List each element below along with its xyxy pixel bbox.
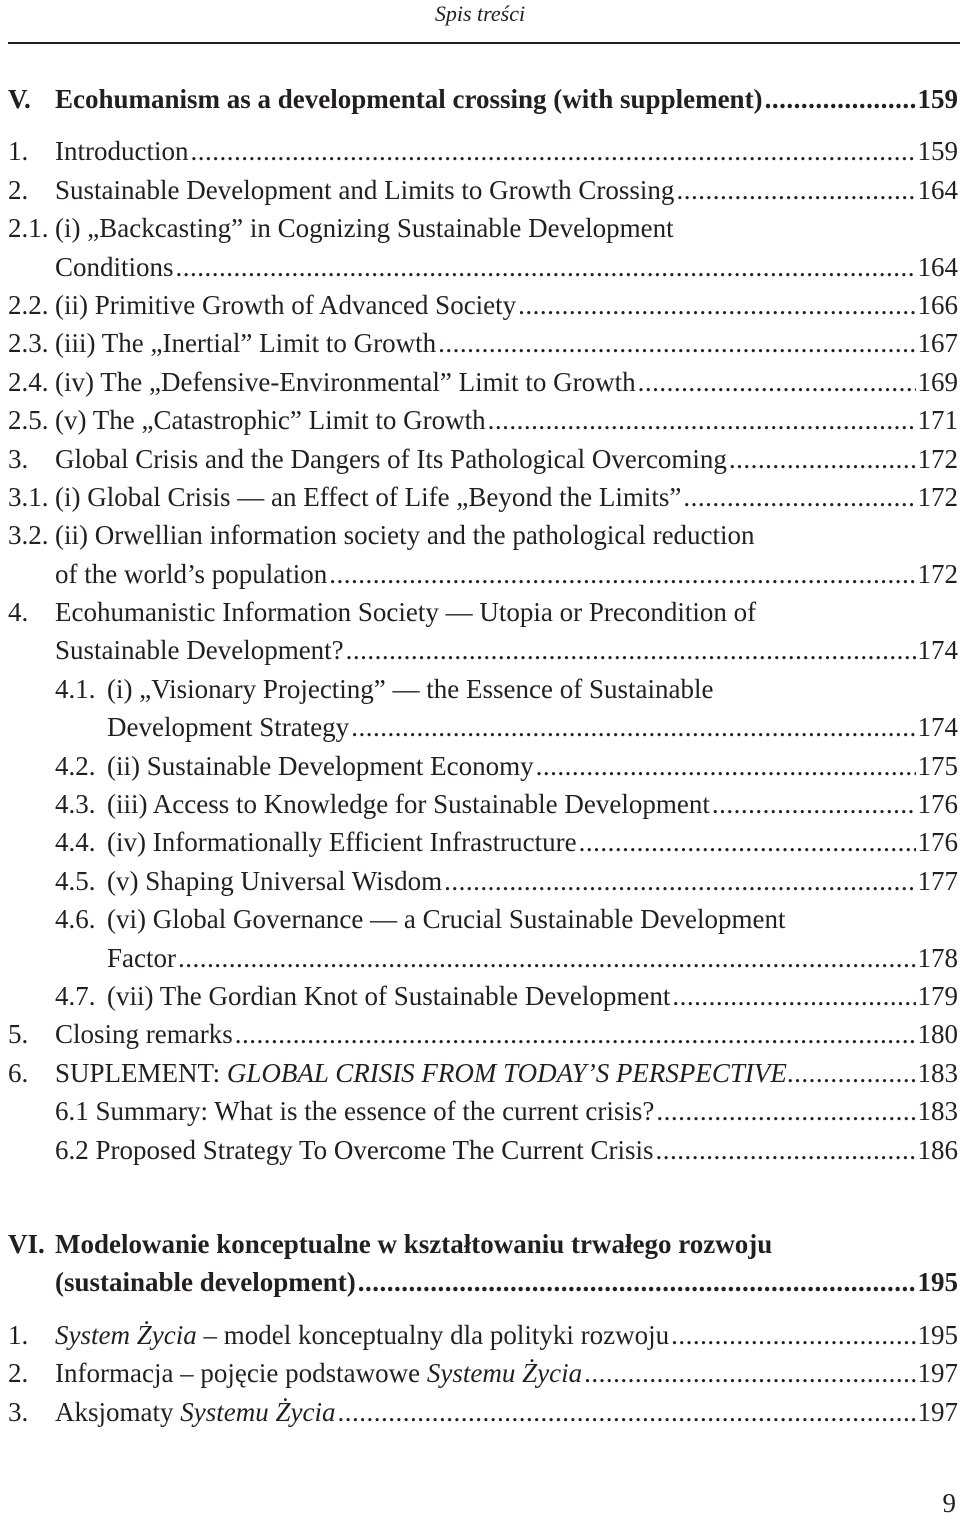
entry-title-line2: of the world’s population [55, 558, 328, 589]
toc-section-vi-heading-continuation[interactable] [8, 1263, 958, 1301]
page-ref: 172 [917, 481, 958, 512]
page-ref: 159 [917, 136, 958, 167]
page-ref: 169 [917, 366, 958, 397]
entry-number: 4.2. [55, 750, 96, 781]
dot-leader [518, 286, 915, 324]
page-ref: 176 [917, 827, 958, 858]
page-ref: 171 [917, 405, 958, 436]
entry-title: (v) Shaping Universal Wisdom [107, 865, 443, 896]
running-header [0, 0, 960, 28]
entry-title [55, 1316, 669, 1354]
entry-number: 4.3. [55, 789, 96, 820]
dot-leader [787, 1054, 918, 1092]
dot-leader [676, 171, 915, 209]
toc-entry-continuation[interactable] [8, 708, 958, 746]
section-title-line2: (sustainable development) [55, 1267, 356, 1298]
toc-entry[interactable] [8, 171, 958, 209]
toc-entry[interactable] [8, 1354, 958, 1392]
page-ref: 197 [917, 1358, 958, 1389]
page-ref: 195 [917, 1319, 958, 1350]
entry-number: 1. [8, 1319, 29, 1350]
dot-leader [444, 862, 915, 900]
entry-number: 6. [8, 1057, 29, 1088]
toc-entry[interactable] [8, 862, 958, 900]
toc-entry[interactable] [8, 747, 958, 785]
entry-number: 5. [8, 1019, 29, 1050]
entry-number: 2.4. [8, 366, 49, 397]
section-number: V. [8, 84, 31, 114]
entry-title: Global Crisis and the Dangers of Its Pathological Overcoming [55, 443, 727, 474]
running-header-title: Spis treści [434, 1, 526, 26]
dot-leader [683, 478, 915, 516]
header-rule [8, 42, 960, 44]
entry-number: 3.1. [8, 481, 49, 512]
entry-number: 4.7. [55, 980, 96, 1011]
entry-number: 2. [8, 1358, 29, 1389]
toc-entry[interactable] [8, 1393, 958, 1431]
page-ref: 197 [917, 1396, 958, 1427]
entry-title-line2: Conditions [55, 251, 174, 282]
dot-leader [438, 324, 915, 362]
toc-entry[interactable] [8, 516, 958, 554]
entry-title: (v) The „Catastrophic” Limit to Growth [55, 405, 486, 436]
entry-number: 4.1. [55, 673, 96, 704]
entry-title-line2: Development Strategy [107, 712, 350, 743]
page-ref: 175 [917, 750, 958, 781]
toc-entry[interactable] [8, 324, 958, 362]
entry-title-italic: System Życia [55, 1319, 197, 1350]
dot-leader [672, 977, 915, 1015]
dot-leader [346, 631, 916, 669]
entry-title-line1: (i) „Backcasting” in Cognizing Sustainable Development [55, 213, 674, 244]
entry-number: 4.5. [55, 865, 96, 896]
section-title: Ecohumanism as a developmental crossing (with supplement) [55, 84, 763, 114]
entry-title: (vii) The Gordian Knot of Sustainable Development [107, 980, 671, 1011]
toc-entry[interactable] [8, 670, 958, 708]
entry-title: (iii) The „Inertial” Limit to Growth [55, 328, 437, 359]
entry-title: (i) Global Crisis — an Effect of Life „Beyond the Limits” [55, 481, 682, 512]
entry-title: 6.1 Summary: What is the essence of the current crisis? [55, 1096, 655, 1127]
dot-leader [656, 1131, 916, 1169]
entry-title-line1: (ii) Orwellian information society and the pathological reduction [55, 520, 755, 551]
entry-title: 6.2 Proposed Strategy To Overcome The Current Crisis [55, 1134, 654, 1165]
dot-leader [712, 785, 916, 823]
page-ref: 159 [917, 84, 958, 114]
entry-title [55, 1393, 335, 1431]
toc-entry-continuation[interactable] [8, 939, 958, 977]
entry-title-italic: Systemu Życia [180, 1396, 336, 1427]
toc-entry[interactable] [8, 1054, 958, 1092]
entry-number: 3. [8, 1396, 29, 1427]
entry-number: 4.4. [55, 827, 96, 858]
dot-leader [579, 823, 916, 861]
entry-title: (iii) Access to Knowledge for Sustainable Development [107, 789, 710, 820]
page-ref: 179 [917, 980, 958, 1011]
toc-entry[interactable] [8, 440, 958, 478]
entry-title-line1: Ecohumanistic Information Society — Utopia or Precondition of [55, 597, 757, 628]
entry-title: Sustainable Development and Limits to Growth Crossing [55, 174, 675, 205]
dot-leader [337, 1393, 915, 1431]
toc-entry[interactable] [8, 1015, 958, 1053]
toc-entry[interactable] [8, 1131, 958, 1169]
dot-leader [671, 1316, 915, 1354]
toc-entry-continuation[interactable] [8, 631, 958, 669]
page-ref: 176 [917, 789, 958, 820]
page-ref: 166 [917, 289, 958, 320]
entry-title: (ii) Sustainable Development Economy [107, 750, 534, 781]
page-ref: 178 [917, 942, 958, 973]
entry-number: 4. [8, 597, 29, 628]
dot-leader [638, 363, 916, 401]
toc-entry[interactable] [8, 363, 958, 401]
page-ref: 180 [917, 1019, 958, 1050]
toc-section-v-heading[interactable] [8, 80, 958, 118]
toc-entry[interactable] [8, 785, 958, 823]
entry-number: 3. [8, 443, 29, 474]
page-ref: 164 [917, 251, 958, 282]
dot-leader [351, 708, 915, 746]
dot-leader [536, 747, 916, 785]
entry-title: Closing remarks [55, 1019, 233, 1050]
entry-title-prefix: Aksjomaty [55, 1396, 181, 1427]
toc-entry[interactable] [8, 401, 958, 439]
page-ref: 174 [917, 712, 958, 743]
toc-entry[interactable] [8, 209, 958, 247]
dot-leader [176, 248, 916, 286]
entry-number: 1. [8, 136, 29, 167]
page-ref: 172 [917, 558, 958, 589]
toc-entry[interactable] [8, 1316, 958, 1354]
toc-entry[interactable] [8, 977, 958, 1015]
entry-title: Introduction [55, 136, 189, 167]
toc-entry[interactable] [8, 478, 958, 516]
dot-leader [358, 1263, 916, 1301]
entry-title-line1: (vi) Global Governance — a Crucial Sustainable Development [107, 904, 786, 935]
entry-number: 3.2. [8, 520, 49, 551]
toc-entry[interactable] [8, 132, 958, 170]
entry-title-italic: Systemu Życia [426, 1358, 583, 1389]
page-ref: 183 [917, 1057, 958, 1088]
entry-title [55, 1054, 787, 1092]
entry-number: 2. [8, 174, 29, 205]
toc-entry[interactable] [8, 286, 958, 324]
toc-entry[interactable] [8, 823, 958, 861]
toc-section-vi-heading[interactable] [8, 1225, 958, 1263]
entry-number: 2.1. [8, 213, 49, 244]
entry-title-rest: – model konceptualny dla polityki rozwoju [196, 1319, 670, 1350]
dot-leader [765, 80, 916, 118]
entry-title-prefix: SUPLEMENT: [55, 1057, 227, 1088]
entry-number: 4.6. [55, 904, 96, 935]
entry-title-line2: Sustainable Development? [55, 635, 344, 666]
dot-leader [488, 401, 916, 439]
entry-title-italic: GLOBAL CRISIS FROM TODAY’S PERSPECTIVE [226, 1057, 787, 1088]
dot-leader [729, 440, 916, 478]
entry-title-line1: (i) „Visionary Projecting” — the Essence of Sustainable [107, 673, 714, 704]
entry-number: 2.3. [8, 328, 49, 359]
page-number: 9 [942, 1488, 956, 1518]
dot-leader [329, 555, 915, 593]
section-title-line1: Modelowanie konceptualne w kształtowaniu trwałego rozwoju [55, 1228, 773, 1259]
dot-leader [656, 1092, 915, 1130]
toc-entry-continuation[interactable] [8, 248, 958, 286]
entry-title-line2: Factor [107, 942, 176, 973]
toc-entry[interactable] [8, 1092, 958, 1130]
table-of-contents [8, 80, 958, 1431]
dot-leader [584, 1354, 915, 1392]
toc-entry-continuation[interactable] [8, 555, 958, 593]
page-ref: 183 [917, 1096, 958, 1127]
entry-title: (iv) The „Defensive-Environmental” Limit to Growth [55, 366, 636, 397]
dot-leader [235, 1015, 916, 1053]
page-ref: 195 [917, 1267, 958, 1298]
page-ref: 177 [917, 865, 958, 896]
dot-leader [178, 939, 916, 977]
entry-title-prefix: Informacja – pojęcie podstawowe [55, 1358, 427, 1389]
page-ref: 167 [917, 328, 958, 359]
toc-entry[interactable] [8, 593, 958, 631]
toc-entry[interactable] [8, 900, 958, 938]
page-ref: 174 [917, 635, 958, 666]
entry-title: (iv) Informationally Efficient Infrastructure [107, 827, 577, 858]
entry-title [55, 1354, 582, 1392]
entry-title: (ii) Primitive Growth of Advanced Society [55, 289, 517, 320]
entry-number: 2.5. [8, 405, 49, 436]
page-ref: 164 [917, 174, 958, 205]
dot-leader [190, 132, 915, 170]
page-ref: 172 [917, 443, 958, 474]
section-number: VI. [8, 1228, 45, 1259]
page-ref: 186 [917, 1134, 958, 1165]
entry-number: 2.2. [8, 289, 49, 320]
